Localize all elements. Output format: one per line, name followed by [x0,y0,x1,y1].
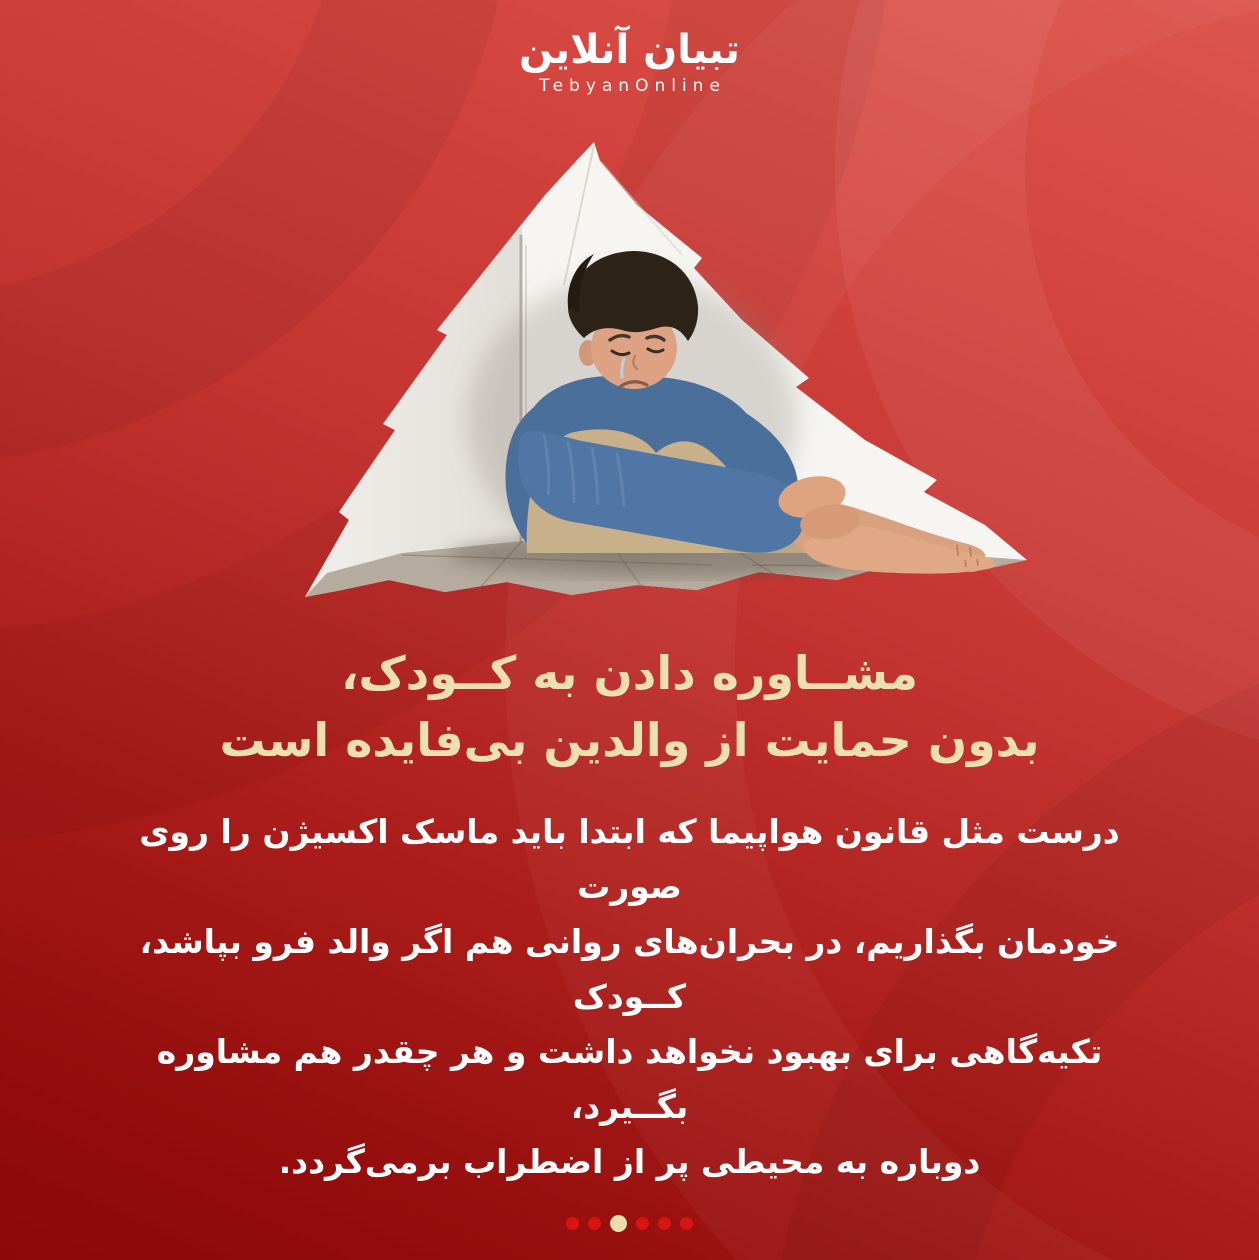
headline [0,640,1259,774]
brand-logo-latin: TebyanOnline [539,76,726,96]
body-line: تکیه‌گاهی برای بهبود نخواهد داشت و هر چقدر هم مشاوره بگــیرد، [156,1032,1103,1126]
pagination-dot[interactable] [636,1217,649,1230]
body-line: دوباره به محیطی پر از اضطراب برمی‌گردد. [278,1142,981,1181]
pagination-dot-active[interactable] [610,1215,627,1232]
headline-line-2: بدون حمایت از والدین بی‌فایده است [219,713,1040,767]
illustration-crying-boy-torn-paper [282,135,1027,615]
pagination-dot[interactable] [566,1217,579,1230]
body-paragraph [100,804,1160,1189]
pagination-dot[interactable] [680,1217,693,1230]
brand-logo-farsi: تبیان آنلاین [519,27,740,73]
headline-line-1: مشــاوره دادن به کــودک، [341,646,918,700]
pagination-dot[interactable] [588,1217,601,1230]
pagination-dot[interactable] [658,1217,671,1230]
brand-logo [0,28,1259,96]
pagination [0,1215,1259,1232]
body-line: درست مثل قانون هواپیما که ابتدا باید ماسک اکسیژن را روی صورت [139,812,1120,906]
body-line: خودمان بگذاریم، در بحران‌های روانی هم اگر والد فرو بپاشد، کــودک [139,922,1120,1016]
